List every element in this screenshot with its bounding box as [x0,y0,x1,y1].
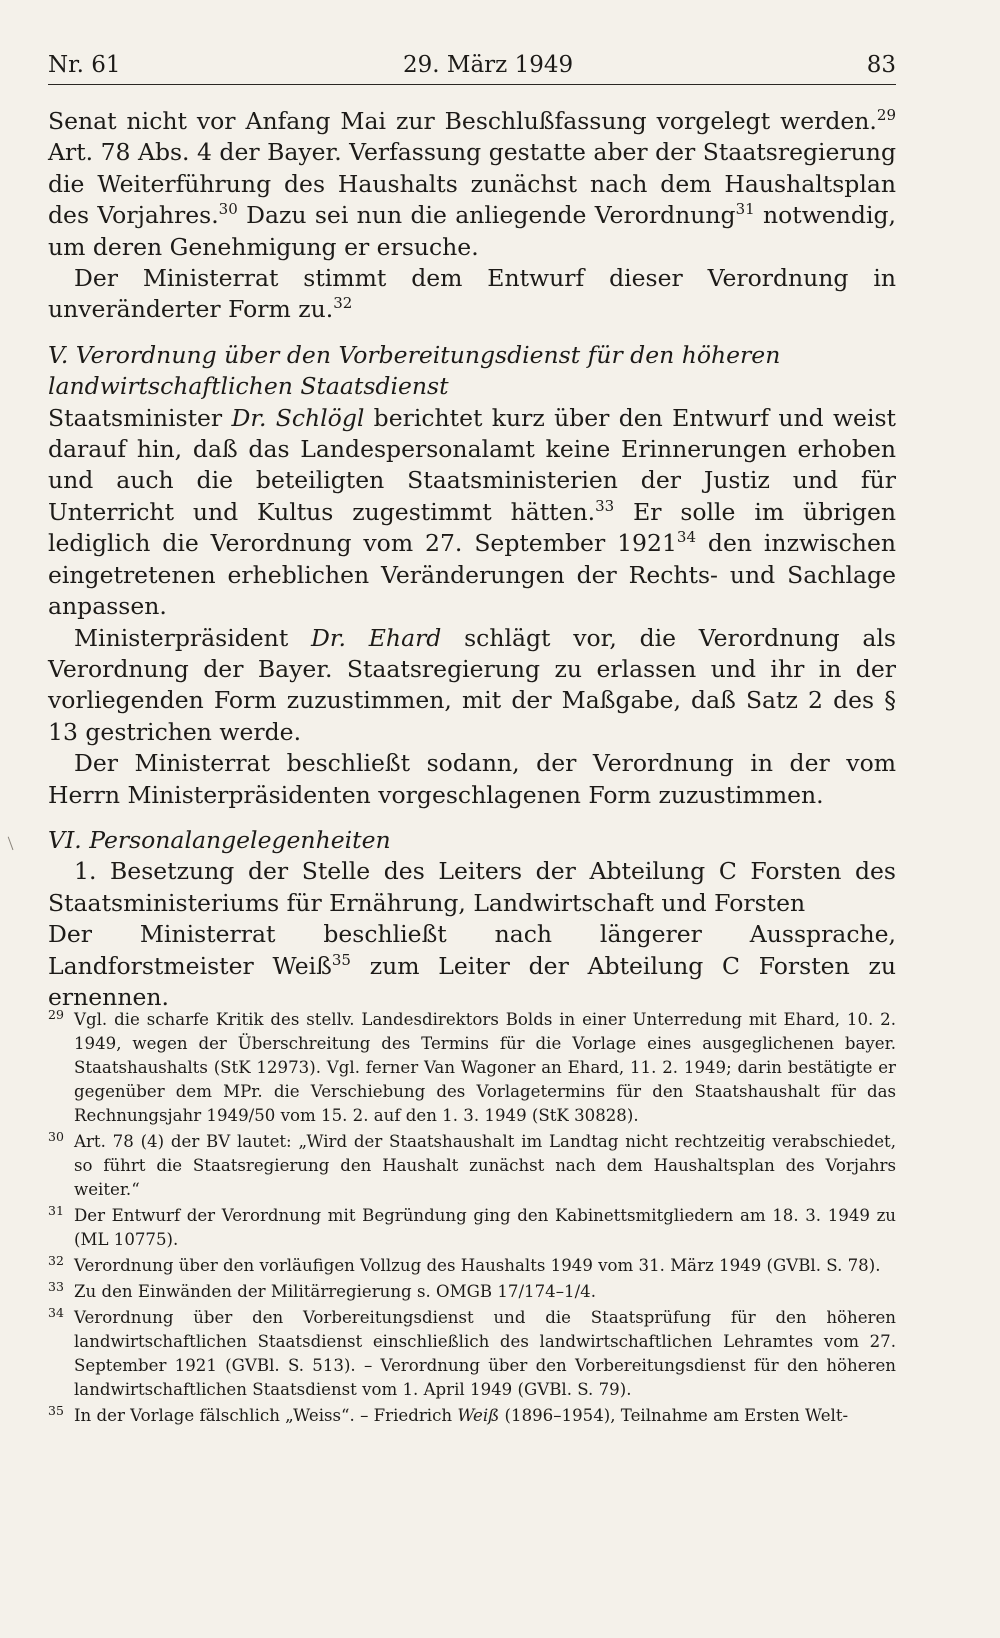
paragraph-schloegl-report [48,403,896,623]
footnote-30 [48,1130,896,1202]
footnote-ref-34[interactable]: 34 [676,528,696,547]
footnote-ref-30[interactable]: 30 [218,200,238,219]
margin-pencil-mark [8,836,16,850]
footnote-29 [48,1008,896,1128]
paragraph-resolution-budget [48,263,896,326]
footnote-ref-32[interactable]: 32 [333,294,353,313]
footnote-31 [48,1204,896,1252]
footnote-text: In der Vorlage fälschlich „Weiss“. – Friedrich [74,1406,458,1425]
footnote-35 [48,1404,896,1428]
footnote-ref-35[interactable]: 35 [331,950,351,969]
header-rule [48,84,896,85]
footnote-34 [48,1306,896,1402]
footnote-text: (1896–1954), Teilnahme am Ersten Welt- [499,1406,849,1425]
person-name: Weiß [457,1406,500,1425]
footnote-33 [48,1280,896,1304]
footnote-32 [48,1254,896,1278]
running-head [48,46,896,82]
paragraph-personnel-item-1: 1. Besetzung der Stelle des Leiters der Abteilung C Forsten des Staatsministeriums für Ernährung, Landwirtschaft und Forsten [48,857,896,917]
footnote-text: Zu den Einwänden der Militärregierung s. OMGB 17/174–1/4. [74,1282,596,1301]
footnote-number: 34 [48,1305,64,1320]
text-run: Der Ministerrat beschließt nach längerer Aussprache, Landforstmeister Weiß [48,920,896,980]
footnote-number: 33 [48,1279,64,1294]
person-name: Dr. Schlögl [231,403,365,432]
footnote-text: Vgl. die scharfe Kritik des stellv. Landesdirektors Bolds in einer Unterredung mit Ehard, 10. 2. 1949, wegen der Überschreitung des Termins für die Vorlage eines ausgeglichenen bayer. Staatshaushalts (StK 12973). Vgl. ferner Van Wagoner an Ehard, 11. 2. 1949; darin bestätigte er gegenüber dem MPr. die Verschiebung des Vorlagetermins für den Staatshaushalt für das Rechnungsjahr 1949/50 vom 15. 2. auf den 1. 3. 1949 (StK 30828). [74,1010,896,1125]
text-run: Ministerpräsident [74,623,312,652]
footnote-number: 31 [48,1203,64,1218]
document-number: Nr. 61 [48,52,121,78]
main-text [48,106,896,1013]
footnote-number: 32 [48,1253,64,1268]
section-heading-vi: VI. Personalangelegenheiten [48,825,391,854]
text-run: Senat nicht vor Anfang Mai zur Beschlußfassung vorgelegt werden. [48,107,877,135]
footnote-text: Art. 78 (4) der BV lautet: „Wird der Staatshaushalt im Landtag nicht rechtzeitig verabschiedet, so führt die Staatsregierung den Haushalt zunächst nach dem Haushaltsplan des Vorjahrs weiter.“ [74,1132,896,1199]
text-run: Art. 78 Abs. 4 der Bayer. Verfassung gestatte aber der Staatsregierung die Weiterführung des Haushalts zunächst nach dem Haushaltsplan des Vorjahres. [48,138,896,230]
text-run: berichtet kurz über den Entwurf und weist darauf hin, daß das Landespersonalamt keine Erinnerungen erhoben und auch die beteiligten Staatsministerien der Justiz und für Unterricht und Kultus zugestimmt hätten. [48,403,896,526]
text-run: notwendig, um deren Genehmigung er ersuche. [48,201,896,261]
text-run: Staatsminister [48,403,232,432]
footnote-number: 35 [48,1403,64,1418]
footnote-number: 29 [48,1007,64,1022]
text-run: den inzwischen eingetretenen erheblichen Veränderungen der Rechts- und Sachlage anpassen. [48,529,896,621]
section-heading-v: V. Verordnung über den Vorbereitungsdienst für den höheren landwirtschaftlichen Staatsdienst [48,340,781,401]
paragraph-budget-continuation [48,106,896,263]
book-page [48,0,896,1638]
page-number: 83 [866,52,896,78]
text-run: zum Leiter der Abteilung C Forsten zu ernennen. [48,951,896,1011]
footnote-text: Der Entwurf der Verordnung mit Begründung ging den Kabinettsmitgliedern am 18. 3. 1949 zu (ML 10775). [74,1206,896,1249]
text-run: schlägt vor, die Verordnung als Verordnung der Bayer. Staatsregierung zu erlassen und ihr in der vorliegenden Form zuzustimmen, mit der Maßgabe, daß Satz 2 des § 13 gestrichen werde. [48,623,896,746]
footnote-ref-33[interactable]: 33 [595,496,615,515]
person-name: Dr. Ehard [311,623,442,652]
footnotes [48,1008,896,1430]
footnote-text: Verordnung über den Vorbereitungsdienst und die Staatsprüfung für den höheren landwirtschaftlichen Staatsdienst einschließlich des landwirtschaftlichen Lehramtes vom 27. September 1921 (GVBl. S. 513). – Verordnung über den Vorbereitungsdienst für den höheren landwirtschaftlichen Staatsdienst vom 1. April 1949 (GVBl. S. 79). [74,1308,896,1399]
paragraph-resolution-weiss [48,919,896,1013]
session-date: 29. März 1949 [403,52,574,78]
footnote-number: 30 [48,1129,64,1144]
paragraph-ehard-proposal [48,623,896,749]
footnote-text: Verordnung über den vorläufigen Vollzug des Haushalts 1949 vom 31. März 1949 (GVBl. S. 78). [74,1256,881,1275]
text-run: Der Ministerrat stimmt dem Entwurf dieser Verordnung in unveränderter Form zu. [48,264,896,324]
text-run: Er solle im übrigen lediglich die Verordnung vom 27. September 1921 [48,497,896,558]
footnote-ref-29[interactable]: 29 [876,106,896,124]
footnote-ref-31[interactable]: 31 [735,200,755,219]
paragraph-resolution-ordinance: Der Ministerrat beschließt sodann, der Verordnung in der vom Herrn Ministerpräsidenten vorgeschlagenen Form zuzustimmen. [48,749,896,809]
text-run: Dazu sei nun die anliegende Verordnung [237,201,736,230]
